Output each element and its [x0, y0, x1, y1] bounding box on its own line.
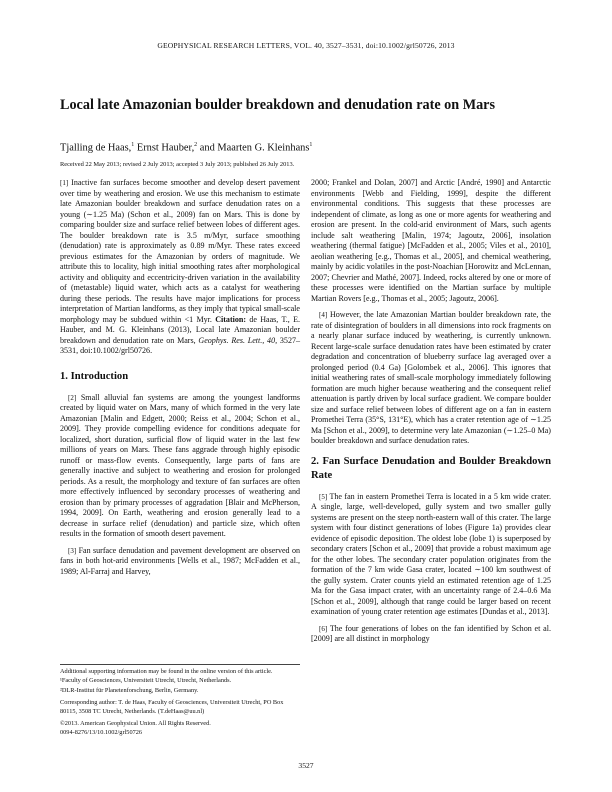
footnote-copyright: ©2013. American Geophysical Union. All Rights Reserved. — [60, 720, 211, 728]
right-column — [311, 178, 551, 651]
author-3-affil: 1 — [309, 142, 313, 148]
author-2: Ernst Hauber, — [134, 142, 195, 154]
paragraph-5 — [311, 492, 551, 618]
footnote-supporting-info: Additional supporting information may be found in the online version of this article. — [60, 668, 273, 675]
paragraph-4 — [311, 310, 551, 447]
section-heading-introduction: 1. Introduction — [60, 370, 129, 382]
paragraph-number: [3] — [68, 546, 77, 555]
footnote-affiliation-2: ²DLR-Institut für Planetenforschung, Berlin, Germany. — [60, 686, 199, 694]
citation-pages: 3527–3531, doi:10.1002/grl50726. — [60, 335, 301, 355]
paragraph-text: The fan in eastern Promethei Terra is located in a 5 km wide crater. A single, large, well-developed, gully system and two smaller gully systems are present on the steep north-eastern wall of this crater. The large system with four distinct generations of lobes (Figure 1a) provides clear evidence of episodic deposition. The oldest lobe (lobe 1) is superposed by secondary craters [Schon et al., 2009] that provide a robust maximum age for the other lobes. The secondary crater population originates from the formation of the 7 km wide Gasa crater, located ∼100 km southwest of the gully system. Crater counts yield an estimated retention age of 1.25 Ma for the Gasa impact crater, with an uncertainty range of 2.4–0.6 Ma [Schon et al., 2009], although that range could be larger based on recent examination of young crater retention age estimates [Dundas et al., 2013]. — [311, 491, 551, 616]
paragraph-2 — [60, 393, 300, 540]
journal-header: GEOPHYSICAL RESEARCH LETTERS, VOL. 40, 3527–3531, doi:10.1002/grl50726, 2013 — [157, 41, 455, 50]
citation-label: Citation: — [215, 314, 247, 324]
footnotes — [60, 664, 300, 739]
paragraph-text: Fan surface denudation and pavement development are observed on fans in both hot-arid environments [Wells et al., 1987; McFadden et al., 1989; Al-Farraj and Harvey, — [60, 545, 301, 576]
footnote-corresponding-author: Corresponding author: T. de Haas, Faculty of Geosciences, Universiteit Utrecht, PO Box 80115, 3508 TC Utrecht, Netherlands. (T.deHaas@uu.nl) — [60, 699, 284, 715]
paragraph-3-continued: 2000; Frankel and Dolan, 2007] and Arctic [André, 1990] and Antarctic environments [Webb and Fielding, 1999], despite the different environmental conditions. This suggests that these processes are independent of climate, as long as one or more agents for weathering and erosion are present. In the cold-arid environment of Mars, such agents include salt weathering [Malin, 1974; Jagoutz, 2006], insolation weathering (thermal fatigue) [McFadden et al., 2005; Viles et al., 2010], aeolian weathering [e.g., Thomas et al., 2005], and chemical weathering, mainly by acidic volatiles in the post-Noachian [Horowitz and McLennan, 2007; Chevrier and Mathé, 2007]. Indeed, rocks altered by one or more of these processes were identified on the Martian surface by multiple Martian Rovers [e.g., Thomas et al., 2005; Jagoutz, 2006]. — [311, 178, 551, 303]
citation-journal: Geophys. Res. Lett., 40, — [198, 335, 278, 345]
author-list — [60, 142, 312, 153]
page-number: 3527 — [298, 761, 314, 770]
paper-title: Local late Amazonian boulder breakdown and denudation rate on Mars — [60, 97, 496, 113]
left-column — [60, 178, 300, 583]
paragraph-6 — [311, 624, 551, 645]
author-2-affil: 2 — [194, 142, 198, 148]
author-3: and Maarten G. Kleinhans — [197, 142, 310, 154]
abstract-text: Inactive fan surfaces become smoother and develop desert pavement over time by weathering and erosion. We use this mechanism to estimate late Amazonian boulder breakdown and surface denudation rates on a young (∼1.25 Ma) (Schon et al., 2009) fan on Mars. This is done by comparing boulder size and surface relief between lobes of different ages. The boulder breakdown rate is 3.5 m/Myr, surface smoothing (denudation) rate is approximately as 0.89 m/Myr. These rates exceed previous estimates for the Amazonian by orders of magnitude. We attribute this to locality, high initial smoothing rates after morphological activity and obliquity and eccentricity-driven variation in the availability of (metastable) liquid water, which acts as a catalyst for weathering during these periods. The results have major implications for process interpretation of Martian landforms, as they imply that typical small-scale morphology may be subdued within <1 Myr. — [60, 178, 300, 324]
abstract-paragraph-number: [1] — [60, 179, 69, 187]
publication-dates: Received 22 May 2013; revised 2 July 2013; accepted 3 July 2013; published 26 July 2013. — [60, 161, 295, 168]
author-1-affil: 1 — [131, 142, 135, 148]
paragraph-number: [5] — [319, 492, 328, 501]
section-heading-denudation: 2. Fan Surface Denudation and Boulder Breakdown Rate — [311, 455, 551, 481]
paragraph-number: [2] — [68, 393, 77, 402]
paragraph-number: [6] — [319, 624, 328, 633]
paragraph-text: Small alluvial fan systems are among the youngest landforms created by liquid water on Mars, many of which formed in the very late Amazonian [Malin and Edgett, 2000; Reiss et al., 2004; Schon et al., 2009]. They provide compelling evidence for conditions adequate for localized, short duration, surficial flow of liquid water in the last few millions of years on Mars. These fans aggrade through highly episodic runoff or mass-flow events. Consequently, large parts of fans are generally inactive and subject to weathering and erosion for prolonged periods. As a result, the morphology and texture of fan surfaces are often more effectively influenced by secondary processes of weathering and erosion than by primary processes of aggradation [Blair and McPherson, 1994, 2009]. On Earth, weathering and erosion generally lead to a decrease in surface relief (denudation) and particle size, which often results in the formation of smooth desert pavement. — [60, 392, 300, 538]
paragraph-number: [4] — [319, 311, 328, 319]
paragraph-3 — [60, 546, 300, 578]
footnote-affiliation-1: ¹Faculty of Geosciences, Universiteit Utrecht, Utrecht, Netherlands. — [60, 677, 232, 685]
abstract — [60, 178, 300, 357]
author-1: Tjalling de Haas, — [60, 142, 132, 154]
paragraph-text: However, the late Amazonian Martian boulder breakdown rate, the rate of disintegration of boulders in all dimensions into rock fragments on a nearly planar surface induced by weathering, is currently unknown. Recent large-scale surface denudation rates have been estimated by crater degradation and concentration of blueberry surface lag averaged over a prolonged period (0.4 Ga) [Golombek et al., 2006]. This ignores that initial weathering rates of small-scale morphology immediately following formation are much higher because weathering and the consequent relief attenuation is partly driven by local surface gradient. We compare boulder size and surface relief between lobes of different age on a fan in eastern Promethei Terra (35°S, 131°E), which has a crater retention age of ∼1.25 Ma [Schon et al., 2009], to determine very late Amazonian (∼1.25–0 Ma) boulder breakdown and surface denudation rates. — [311, 310, 551, 445]
citation-text: de Haas, T., E. Hauber, and M. G. Kleinhans (2013), Local late Amazonian boulder breakdown and denudation rate on Mars, — [60, 314, 301, 345]
footnote-issn: 0094-8276/13/10.1002/grl50726 — [60, 729, 143, 737]
paragraph-text: The four generations of lobes on the fan identified by Schon et al. [2009] are all distinct in morphology — [311, 623, 551, 643]
